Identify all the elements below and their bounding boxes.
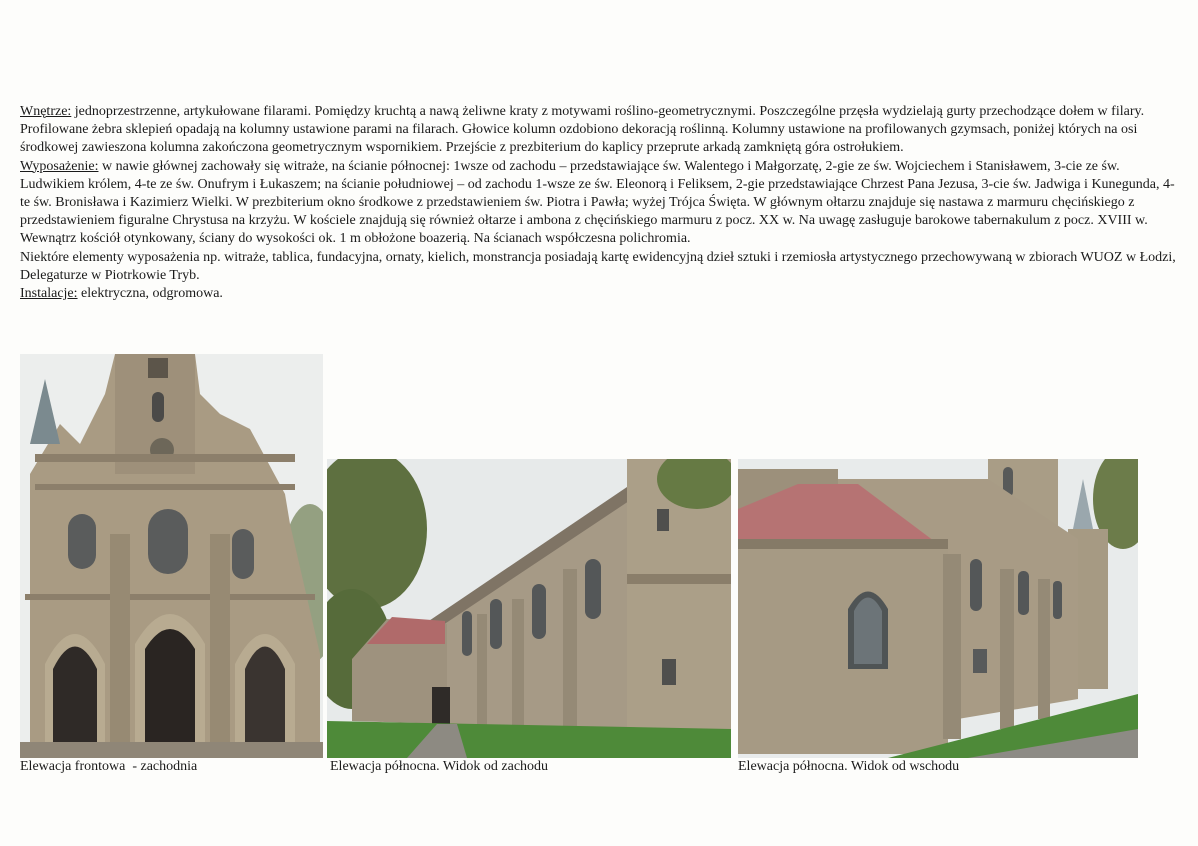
- paragraph-furnishing: [20, 158, 1180, 249]
- installations-text: elektryczna, odgromowa.: [77, 286, 223, 302]
- front-facade-illustration: [20, 354, 323, 758]
- photo-front-facade: [20, 354, 323, 758]
- label-installations: Instalacje:: [20, 286, 78, 302]
- label-furnishing: Wyposażenie:: [20, 158, 99, 174]
- description-text: [20, 103, 1180, 303]
- north-east-illustration: [738, 459, 1138, 758]
- interior-text: jednoprzestrzenne, artykułowane filarami. Pomiędzy kruchtą a nawą żeliwne kraty z motywami roślino-geometrycznymi. Poszczególne przęsła wydzielają gurty przechodzące dołem w filary. Profilowane żebra sklepień opadają na kolumny ustawione parami na filarach. Głowice kolumn ozdobiono dekoracją roślinną. Kolumny ustawione na profilowanych gzymsach, poniżej których na osi środkowej zawieszona kolumna zakończona geometrycznym wspornikiem. Przejście z prezbiterium do kaplicy przeprute arkadą zamkniętą góra ostrołukiem.: [20, 104, 1145, 156]
- paragraph-installations: [20, 285, 1180, 303]
- caption-north-east: Elewacja północna. Widok od wschodu: [738, 759, 960, 774]
- caption-north-west: Elewacja północna. Widok od zachodu: [330, 759, 549, 774]
- furnishing-text: w nawie głównej zachowały się witraże, na ścianie północnej: 1wsze od zachodu – przedstawiające św. Walentego i Małgorzatę, 2-gie ze św. Wojciechem i Stanisławem, 3-cie ze św. Ludwikiem królem, 4-te ze św. Onufrym i Łukaszem; na ścianie południowej – od zachodu 1-wsze ze św. Eleonorą i Feliksem, 2-gie przedstawiające Chrzest Pana Jezusa, 3-cie św. Jadwiga i Kunegunda, 4-te św. Bronisława i Kazimierz Wielki. W prezbiterium okno środkowe z przedstawieniem św. Piotra i Pawła; wyżej Trójca Święta. W głównym ołtarzu znajduje się nastawa z marmuru chęcińskiego z przedstawieniem figuralne Chrystusa na krzyżu. W kościele znajdują się również ołtarze i ambona z chęcińskiego marmuru z pocz. XX w. Na uwagę zasługuje barokowe tabernakulum z pocz. XVIII w. Wewnątrz kościół otynkowany, ściany do wysokości ok. 1 m obłożone boazerią. Na ścianach współczesna polichromia.: [20, 158, 1175, 247]
- photo-north-east: [738, 459, 1138, 758]
- caption-front-facade: Elewacja frontowa - zachodnia: [20, 759, 198, 774]
- north-west-illustration: [327, 459, 731, 758]
- paragraph-elements: Niektóre elementy wyposażenia np. witraże, tablica, fundacyjna, ornaty, kielich, monstrancja posiadają kartę ewidencyjną dzieł sztuki i rzemiosła artystycznego przechowywaną w zbiorach WUOZ w Łodzi, Delegaturze w Piotrkowie Tryb.: [20, 249, 1176, 283]
- photo-north-west: [327, 459, 731, 758]
- label-interior: Wnętrze:: [20, 104, 72, 119]
- paragraph-interior: [20, 103, 1180, 158]
